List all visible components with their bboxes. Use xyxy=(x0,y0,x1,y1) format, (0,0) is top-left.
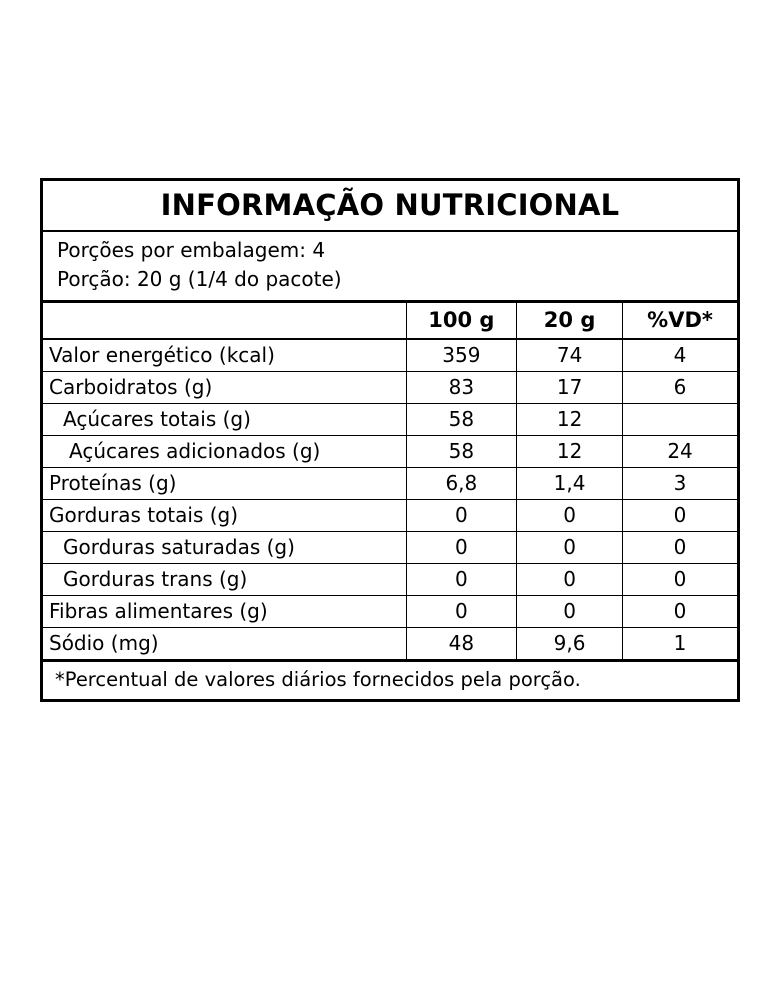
portion-size: Porção: 20 g (1/4 do pacote) xyxy=(57,266,342,291)
nutrient-value-dv: 0 xyxy=(623,564,737,596)
table-row xyxy=(43,500,737,532)
nutrient-value-100g: 0 xyxy=(406,532,516,564)
table-header-row xyxy=(43,301,737,339)
table-row xyxy=(43,404,737,436)
nutrient-value-portion: 1,4 xyxy=(517,468,623,500)
portion-info xyxy=(43,230,737,300)
nutrient-value-portion: 17 xyxy=(517,372,623,404)
nutrient-value-dv: 6 xyxy=(623,372,737,404)
table-row xyxy=(43,564,737,596)
table-row xyxy=(43,468,737,500)
nutrient-value-dv: 0 xyxy=(623,500,737,532)
nutrient-value-100g: 58 xyxy=(406,404,516,436)
nutrient-value-dv: 0 xyxy=(623,532,737,564)
panel-title: INFORMAÇÃO NUTRICIONAL xyxy=(160,188,620,222)
table-row xyxy=(43,532,737,564)
column-header-dv: %VD* xyxy=(623,301,737,339)
nutrient-value-100g: 0 xyxy=(406,564,516,596)
nutrient-name: Gorduras totais (g) xyxy=(43,500,406,532)
nutrient-value-dv: 4 xyxy=(623,339,737,372)
nutrition-table xyxy=(43,300,737,662)
nutrient-value-portion: 12 xyxy=(517,404,623,436)
nutrient-value-portion: 0 xyxy=(517,500,623,532)
nutrient-value-100g: 6,8 xyxy=(406,468,516,500)
nutrient-value-dv: 0 xyxy=(623,596,737,628)
nutrition-facts-panel xyxy=(40,178,740,702)
nutrient-value-portion: 0 xyxy=(517,564,623,596)
nutrient-value-portion: 12 xyxy=(517,436,623,468)
nutrient-value-dv: 1 xyxy=(623,628,737,661)
nutrient-value-100g: 48 xyxy=(406,628,516,661)
nutrient-value-portion: 74 xyxy=(517,339,623,372)
nutrient-name: Valor energético (kcal) xyxy=(43,339,406,372)
table-row xyxy=(43,628,737,661)
table-body xyxy=(43,339,737,661)
nutrient-value-portion: 0 xyxy=(517,596,623,628)
nutrient-name: Açúcares adicionados (g) xyxy=(43,436,406,468)
nutrient-value-100g: 83 xyxy=(406,372,516,404)
table-row xyxy=(43,339,737,372)
table-row xyxy=(43,596,737,628)
table-row xyxy=(43,436,737,468)
nutrient-value-dv xyxy=(623,404,737,436)
daily-value-footnote: *Percentual de valores diários fornecidos pela porção. xyxy=(55,668,581,692)
column-header-per-100g: 100 g xyxy=(406,301,516,339)
nutrient-value-dv: 3 xyxy=(623,468,737,500)
nutrient-value-portion: 9,6 xyxy=(517,628,623,661)
column-header-per-portion: 20 g xyxy=(517,301,623,339)
column-header-name xyxy=(43,301,406,339)
nutrient-value-portion: 0 xyxy=(517,532,623,564)
nutrient-value-100g: 0 xyxy=(406,596,516,628)
nutrient-name: Sódio (mg) xyxy=(43,628,406,661)
servings-per-package: Porções por embalagem: 4 xyxy=(57,237,326,262)
nutrient-value-100g: 0 xyxy=(406,500,516,532)
nutrient-name: Gorduras saturadas (g) xyxy=(43,532,406,564)
nutrient-name: Carboidratos (g) xyxy=(43,372,406,404)
nutrient-value-100g: 58 xyxy=(406,436,516,468)
nutrient-name: Açúcares totais (g) xyxy=(43,404,406,436)
nutrient-name: Gorduras trans (g) xyxy=(43,564,406,596)
nutrient-value-100g: 359 xyxy=(406,339,516,372)
table-header xyxy=(43,301,737,339)
nutrient-value-dv: 24 xyxy=(623,436,737,468)
table-row xyxy=(43,372,737,404)
nutrient-name: Fibras alimentares (g) xyxy=(43,596,406,628)
nutrient-name: Proteínas (g) xyxy=(43,468,406,500)
